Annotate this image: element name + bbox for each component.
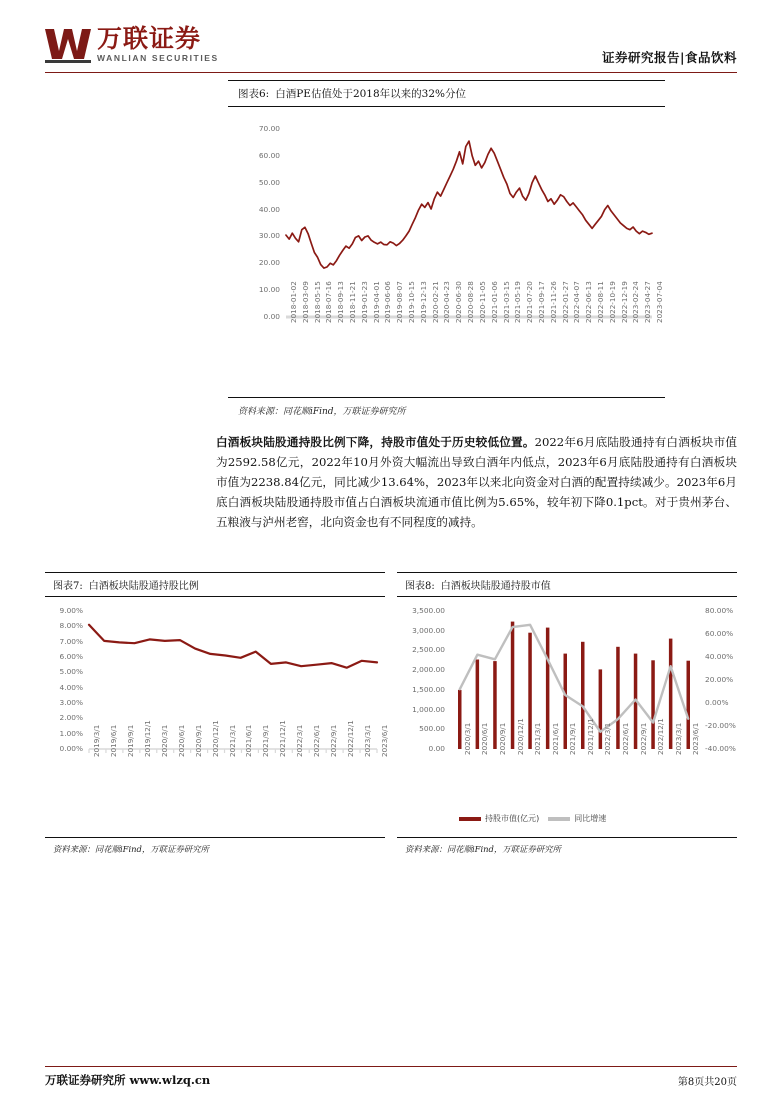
figure-8-y-tick-left: 1,500.00 [412, 684, 445, 694]
figure-8-y-tick-right: 40.00% [705, 652, 734, 661]
figure-8-x-tick: 2020/9/1 [497, 722, 507, 755]
figure-6-x-tick: 2021-07-20 [525, 281, 535, 323]
figure-6-y-tick: 20.00 [258, 258, 280, 268]
figure-6-source: 资料来源：同花顺iFind，万联证券研究所 [228, 397, 665, 421]
figure-8-bar [687, 661, 691, 749]
figure-6-chart [228, 107, 665, 397]
figure-7-x-tick: 2020/3/1 [159, 724, 169, 757]
figure-6-y-tick: 70.00 [258, 124, 280, 133]
logo-english-name: WANLIAN SECURITIES [97, 53, 219, 63]
figure-6-x-tick: 2023-02-24 [631, 281, 641, 323]
figure-8-bar [476, 660, 480, 750]
figure-7-x-tick: 2021/9/1 [261, 724, 271, 757]
figure-6-y-tick: 0.00 [263, 312, 280, 321]
header-divider [45, 72, 737, 73]
figure-7-line-series [89, 625, 377, 668]
figure-6-y-tick: 40.00 [258, 204, 280, 214]
figure-6-x-tick: 2019-06-06 [383, 281, 393, 323]
figure-6-x-tick: 2020-11-05 [477, 281, 487, 323]
figure-6-x-tick: 2019-04-01 [371, 281, 381, 323]
figure-8-title [397, 572, 737, 597]
figure-6-x-tick: 2021-05-19 [513, 281, 523, 323]
figure-7-y-tick: 0.00% [59, 744, 83, 753]
figure-8-y-tick-left: 3,500.00 [412, 606, 445, 615]
figure-6-plot [228, 107, 665, 397]
figure-6-x-tick: 2022-01-27 [560, 281, 570, 323]
figure-7-x-tick: 2021/12/1 [278, 720, 288, 757]
figure-8-y-tick-left: 2,500.00 [412, 645, 445, 655]
figure-7 [45, 572, 389, 859]
figure-7-x-tick: 2021/3/1 [227, 724, 237, 757]
figure-8-bar [458, 690, 462, 749]
figure-8-bar [511, 622, 515, 749]
figure-6-x-tick: 2018-07-16 [324, 281, 334, 323]
figure-6-x-tick: 2018-03-09 [300, 281, 310, 323]
figure-7-y-tick: 6.00% [59, 652, 83, 661]
figure-6-y-tick: 50.00 [258, 177, 280, 187]
figure-6-x-tick: 2020-02-21 [430, 281, 440, 323]
figure-7-title [45, 572, 385, 597]
paragraph-body-text: 2022年6月底陆股通持有白酒板块市值为2592.58亿元，2022年10月外资大幅流出导致白酒年内低点，2023年6月底陆股通持有白酒板块市值为2238.84亿元，同比减少13.64%，2023年以来北向资金对白酒的配置持续减少。2023年6月底白酒板块陆股通持股市值占白酒板块流通市值比例为5.65%，较年初下降0.1pct。对于贵州茅台、五粮液与泸州老窖，北向资金也有不同程度的减持。 [216, 435, 737, 529]
figure-6-x-tick: 2021-11-26 [548, 281, 558, 323]
figure-6-title-text: 白酒PE估值处于2018年以来的32%分位 [275, 88, 467, 100]
paragraph-bold-lead: 白酒板块陆股通持股比例下降，持股市值处于历史较低位置。 [216, 435, 535, 449]
figure-6-title [228, 80, 665, 107]
figure-7-x-tick: 2021/6/1 [244, 724, 254, 757]
figure-7-y-tick: 8.00% [59, 621, 83, 631]
figure-8-x-tick: 2021/9/1 [568, 722, 578, 755]
figure-8-bar [564, 654, 568, 749]
footer-divider [45, 1066, 737, 1067]
figure-6-x-tick: 2019-10-15 [407, 281, 417, 323]
figure-8-y-tick-right: 20.00% [705, 675, 734, 684]
figure-6-x-tick: 2018-05-15 [312, 281, 322, 323]
figure-6-y-tick: 10.00 [258, 285, 280, 295]
figure-8-y-tick-right: 80.00% [705, 606, 734, 615]
figure-7-y-tick: 3.00% [59, 698, 83, 707]
figure-6-x-tick: 2018-09-13 [336, 281, 346, 323]
figure-6-x-tick: 2020-08-28 [466, 281, 476, 323]
figure-8-number: 图表8: [405, 581, 435, 592]
logo-text [97, 26, 219, 63]
figure-8-x-tick: 2022/6/1 [620, 722, 630, 755]
logo-w-mark-icon [45, 29, 91, 63]
figure-8-bar [581, 642, 585, 749]
figure-7-x-tick: 2019/9/1 [125, 724, 135, 757]
figure-6-x-tick: 2021-03-15 [501, 281, 511, 323]
figure-8-y-tick-right: -40.00% [705, 744, 736, 753]
figure-8-bar [616, 647, 620, 749]
figure-6-y-tick: 30.00 [258, 231, 280, 241]
figure-7-x-tick: 2023/6/1 [380, 724, 389, 757]
figure-8-y-tick-right: -20.00% [705, 721, 736, 730]
figure-7-y-tick: 4.00% [59, 682, 83, 692]
figure-8-y-tick-left: 500.00 [419, 724, 445, 734]
figure-7-y-tick: 1.00% [59, 728, 83, 738]
figure-6-line-series [286, 141, 652, 268]
figure-6-x-tick: 2023-04-27 [643, 281, 653, 323]
figure-6-x-tick: 2019-01-23 [359, 281, 369, 323]
figure-8-bar [546, 628, 550, 749]
figure-6-x-tick: 2023-07-04 [655, 281, 664, 323]
figure-6-x-tick: 2022-06-13 [584, 281, 594, 323]
figure-6-x-tick: 2020-04-23 [442, 281, 452, 323]
figure-6-x-tick: 2018-01-02 [289, 281, 298, 323]
figure-6-x-tick: 2021-01-06 [489, 281, 499, 323]
figure-6-x-tick: 2021-09-17 [536, 281, 546, 323]
figure-8-legend-item [459, 813, 539, 824]
figure-7-x-tick: 2019/12/1 [142, 720, 152, 757]
figure-7-x-tick: 2023/3/1 [363, 724, 373, 757]
figure-6-x-tick: 2019-08-07 [395, 281, 405, 323]
figure-6-x-tick: 2018-11-21 [348, 281, 358, 323]
figure-7-y-tick: 5.00% [59, 667, 83, 677]
figure-7-y-tick: 9.00% [59, 606, 83, 615]
figure-8-title-text: 白酒板块陆股通持股市值 [440, 581, 551, 592]
figure-8-y-tick-right: 60.00% [705, 629, 734, 638]
figure-8-x-tick: 2021/12/1 [585, 718, 595, 755]
figure-8-x-tick: 2022/9/1 [638, 722, 648, 755]
figure-8-y-tick-left: 0.00 [428, 744, 445, 753]
figure-8-source: 资料来源：同花顺iFind，万联证券研究所 [397, 837, 737, 859]
figure-8-chart [397, 597, 737, 837]
legend-swatch-icon [548, 817, 570, 821]
legend-swatch-icon [459, 817, 481, 821]
figure-8-legend-label: 持股市值(亿元) [485, 814, 540, 823]
figure-6 [228, 80, 665, 421]
figure-6-x-tick: 2020-06-30 [454, 281, 464, 323]
figure-8-y-tick-right: 0.00% [705, 698, 729, 707]
figure-7-x-tick: 2020/12/1 [210, 720, 220, 757]
footer-page-number: 第8页共20页 [677, 1077, 737, 1088]
logo-chinese-name: 万联证券 [97, 24, 202, 53]
company-logo [45, 26, 219, 63]
figure-7-x-tick: 2019/3/1 [92, 724, 101, 757]
figure-8-y-tick-left: 3,000.00 [412, 625, 445, 635]
figure-6-x-tick: 2022-12-19 [619, 281, 629, 323]
figure-8-bar [528, 633, 532, 749]
figure-8-x-tick: 2023/3/1 [673, 722, 683, 755]
figure-7-x-tick: 2022/6/1 [312, 724, 322, 757]
figure-8-legend-item [548, 813, 606, 824]
figure-8-y-tick-left: 2,000.00 [412, 665, 445, 675]
figure-7-number: 图表7: [53, 581, 83, 592]
figure-6-x-tick: 2019-12-13 [418, 281, 428, 323]
figure-8-bar [493, 661, 497, 749]
figure-8-bar [651, 660, 655, 749]
figure-8 [397, 572, 737, 859]
figure-7-chart [45, 597, 389, 837]
figure-8-legend-label: 同比增速 [574, 814, 607, 823]
figure-8-x-tick: 2020/12/1 [515, 718, 525, 755]
figure-8-bar [669, 639, 673, 749]
figure-8-x-tick: 2021/6/1 [550, 722, 560, 755]
figure-8-x-tick: 2021/3/1 [533, 722, 543, 755]
footer-institute: 万联证券研究所 www.wlzq.cn [45, 1073, 211, 1087]
figure-7-x-tick: 2020/9/1 [193, 724, 203, 757]
page-header [45, 26, 737, 72]
figure-7-x-tick: 2022/9/1 [329, 724, 339, 757]
figure-6-y-tick: 60.00 [258, 150, 280, 160]
figure-8-x-tick: 2020/3/1 [462, 722, 472, 755]
figure-7-plot [45, 597, 385, 837]
figure-8-bar [599, 669, 603, 749]
figure-7-x-tick: 2022/12/1 [346, 720, 356, 757]
figure-6-x-tick: 2022-10-19 [607, 281, 617, 323]
figure-7-x-tick: 2022/3/1 [295, 724, 305, 757]
report-category-tag: 证券研究报告|食品饮料 [601, 50, 737, 65]
figure-6-x-tick: 2022-08-11 [595, 281, 605, 323]
figure-8-y-tick-left: 1,000.00 [412, 704, 445, 714]
figure-8-legend [459, 813, 606, 824]
figure-7-y-tick: 7.00% [59, 636, 83, 646]
figure-7-source: 资料来源：同花顺iFind，万联证券研究所 [45, 837, 385, 859]
figure-7-x-tick: 2020/6/1 [176, 724, 186, 757]
figure-7-x-tick: 2019/6/1 [108, 724, 118, 757]
figure-7-title-text: 白酒板块陆股通持股比例 [88, 581, 199, 592]
figure-8-x-tick: 2022/12/1 [656, 718, 666, 755]
figure-8-x-tick: 2020/6/1 [480, 722, 490, 755]
figure-7-y-tick: 2.00% [59, 713, 83, 723]
figure-8-plot [397, 597, 737, 837]
figure-8-x-tick: 2023/6/1 [691, 722, 701, 755]
body-paragraph [216, 432, 737, 532]
figure-6-number: 图表6: [238, 88, 270, 100]
figure-8-x-tick: 2022/3/1 [603, 722, 613, 755]
figure-6-x-tick: 2022-04-07 [572, 281, 582, 323]
